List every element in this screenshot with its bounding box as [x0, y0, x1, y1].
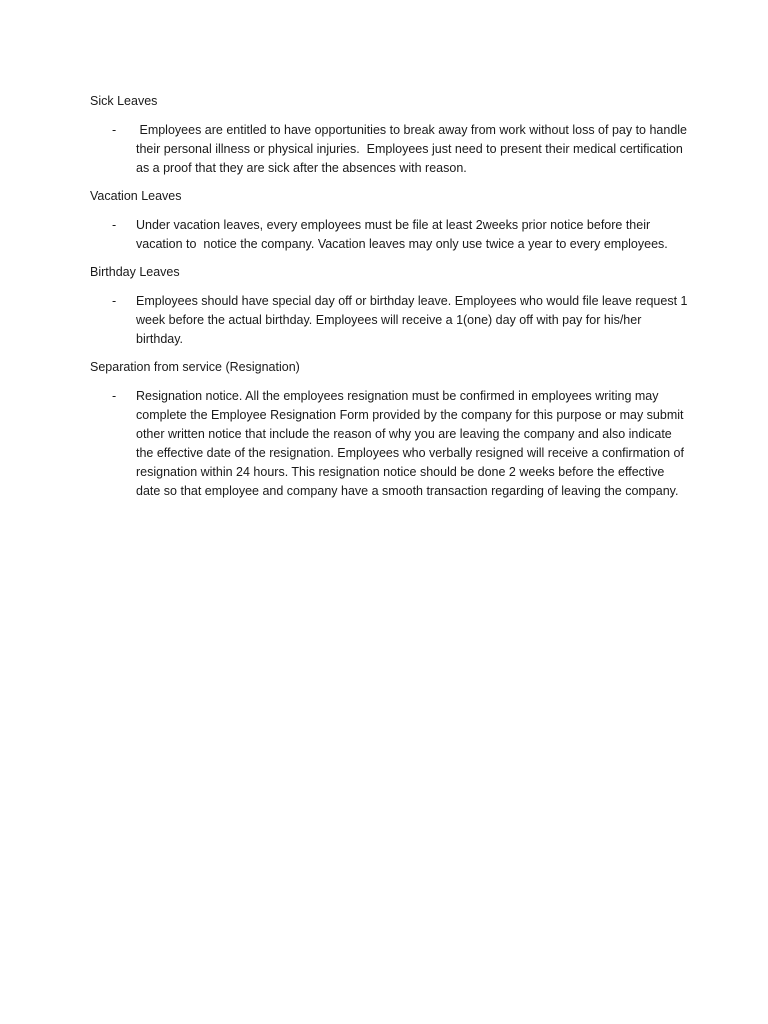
section-heading: Sick Leaves [90, 94, 158, 108]
section-heading: Separation from service (Resignation) [90, 360, 300, 374]
bullet-item [90, 292, 690, 349]
bullet-text: Employees should have special day off or birthday leave. Employees who would file leave request 1 week before the actual birthday. Employees will receive a 1(one) day off with pay for his/her birthday. [136, 294, 691, 346]
bullet-marker: - [112, 218, 117, 232]
bullet-marker: - [112, 123, 117, 137]
section-birthday-leaves [90, 263, 690, 349]
bullet-item [90, 387, 690, 501]
section-resignation [90, 358, 690, 501]
bullet-marker: - [112, 389, 117, 403]
document-page [90, 92, 690, 510]
section-heading: Birthday Leaves [90, 265, 180, 279]
bullet-item [90, 121, 690, 178]
bullet-item [90, 216, 690, 254]
section-vacation-leaves [90, 187, 690, 254]
bullet-text: Under vacation leaves, every employees must be file at least 2weeks prior notice before their vacation to notice the company. Vacation leaves may only use twice a year to every employees. [136, 218, 668, 251]
bullet-marker: - [112, 294, 117, 308]
bullet-text: Employees are entitled to have opportunities to break away from work without loss of pay to handle their personal illness or physical injuries. Employees just need to present their medical certification as a proof that they are sick after the absences with reason. [136, 123, 691, 175]
section-heading: Vacation Leaves [90, 189, 182, 203]
bullet-text: Resignation notice. All the employees resignation must be confirmed in employees writing may complete the Employee Resignation Form provided by the company for this purpose or may submit other written notice that include the reason of why you are leaving the company and also indicate the effective date of the resignation. Employees who verbally resigned will receive a confirmation of resignation within 24 hours. This resignation notice should be done 2 weeks before the effective date so that employee and company have a smooth transaction regarding of leaving the company. [136, 389, 688, 498]
section-sick-leaves [90, 92, 690, 178]
